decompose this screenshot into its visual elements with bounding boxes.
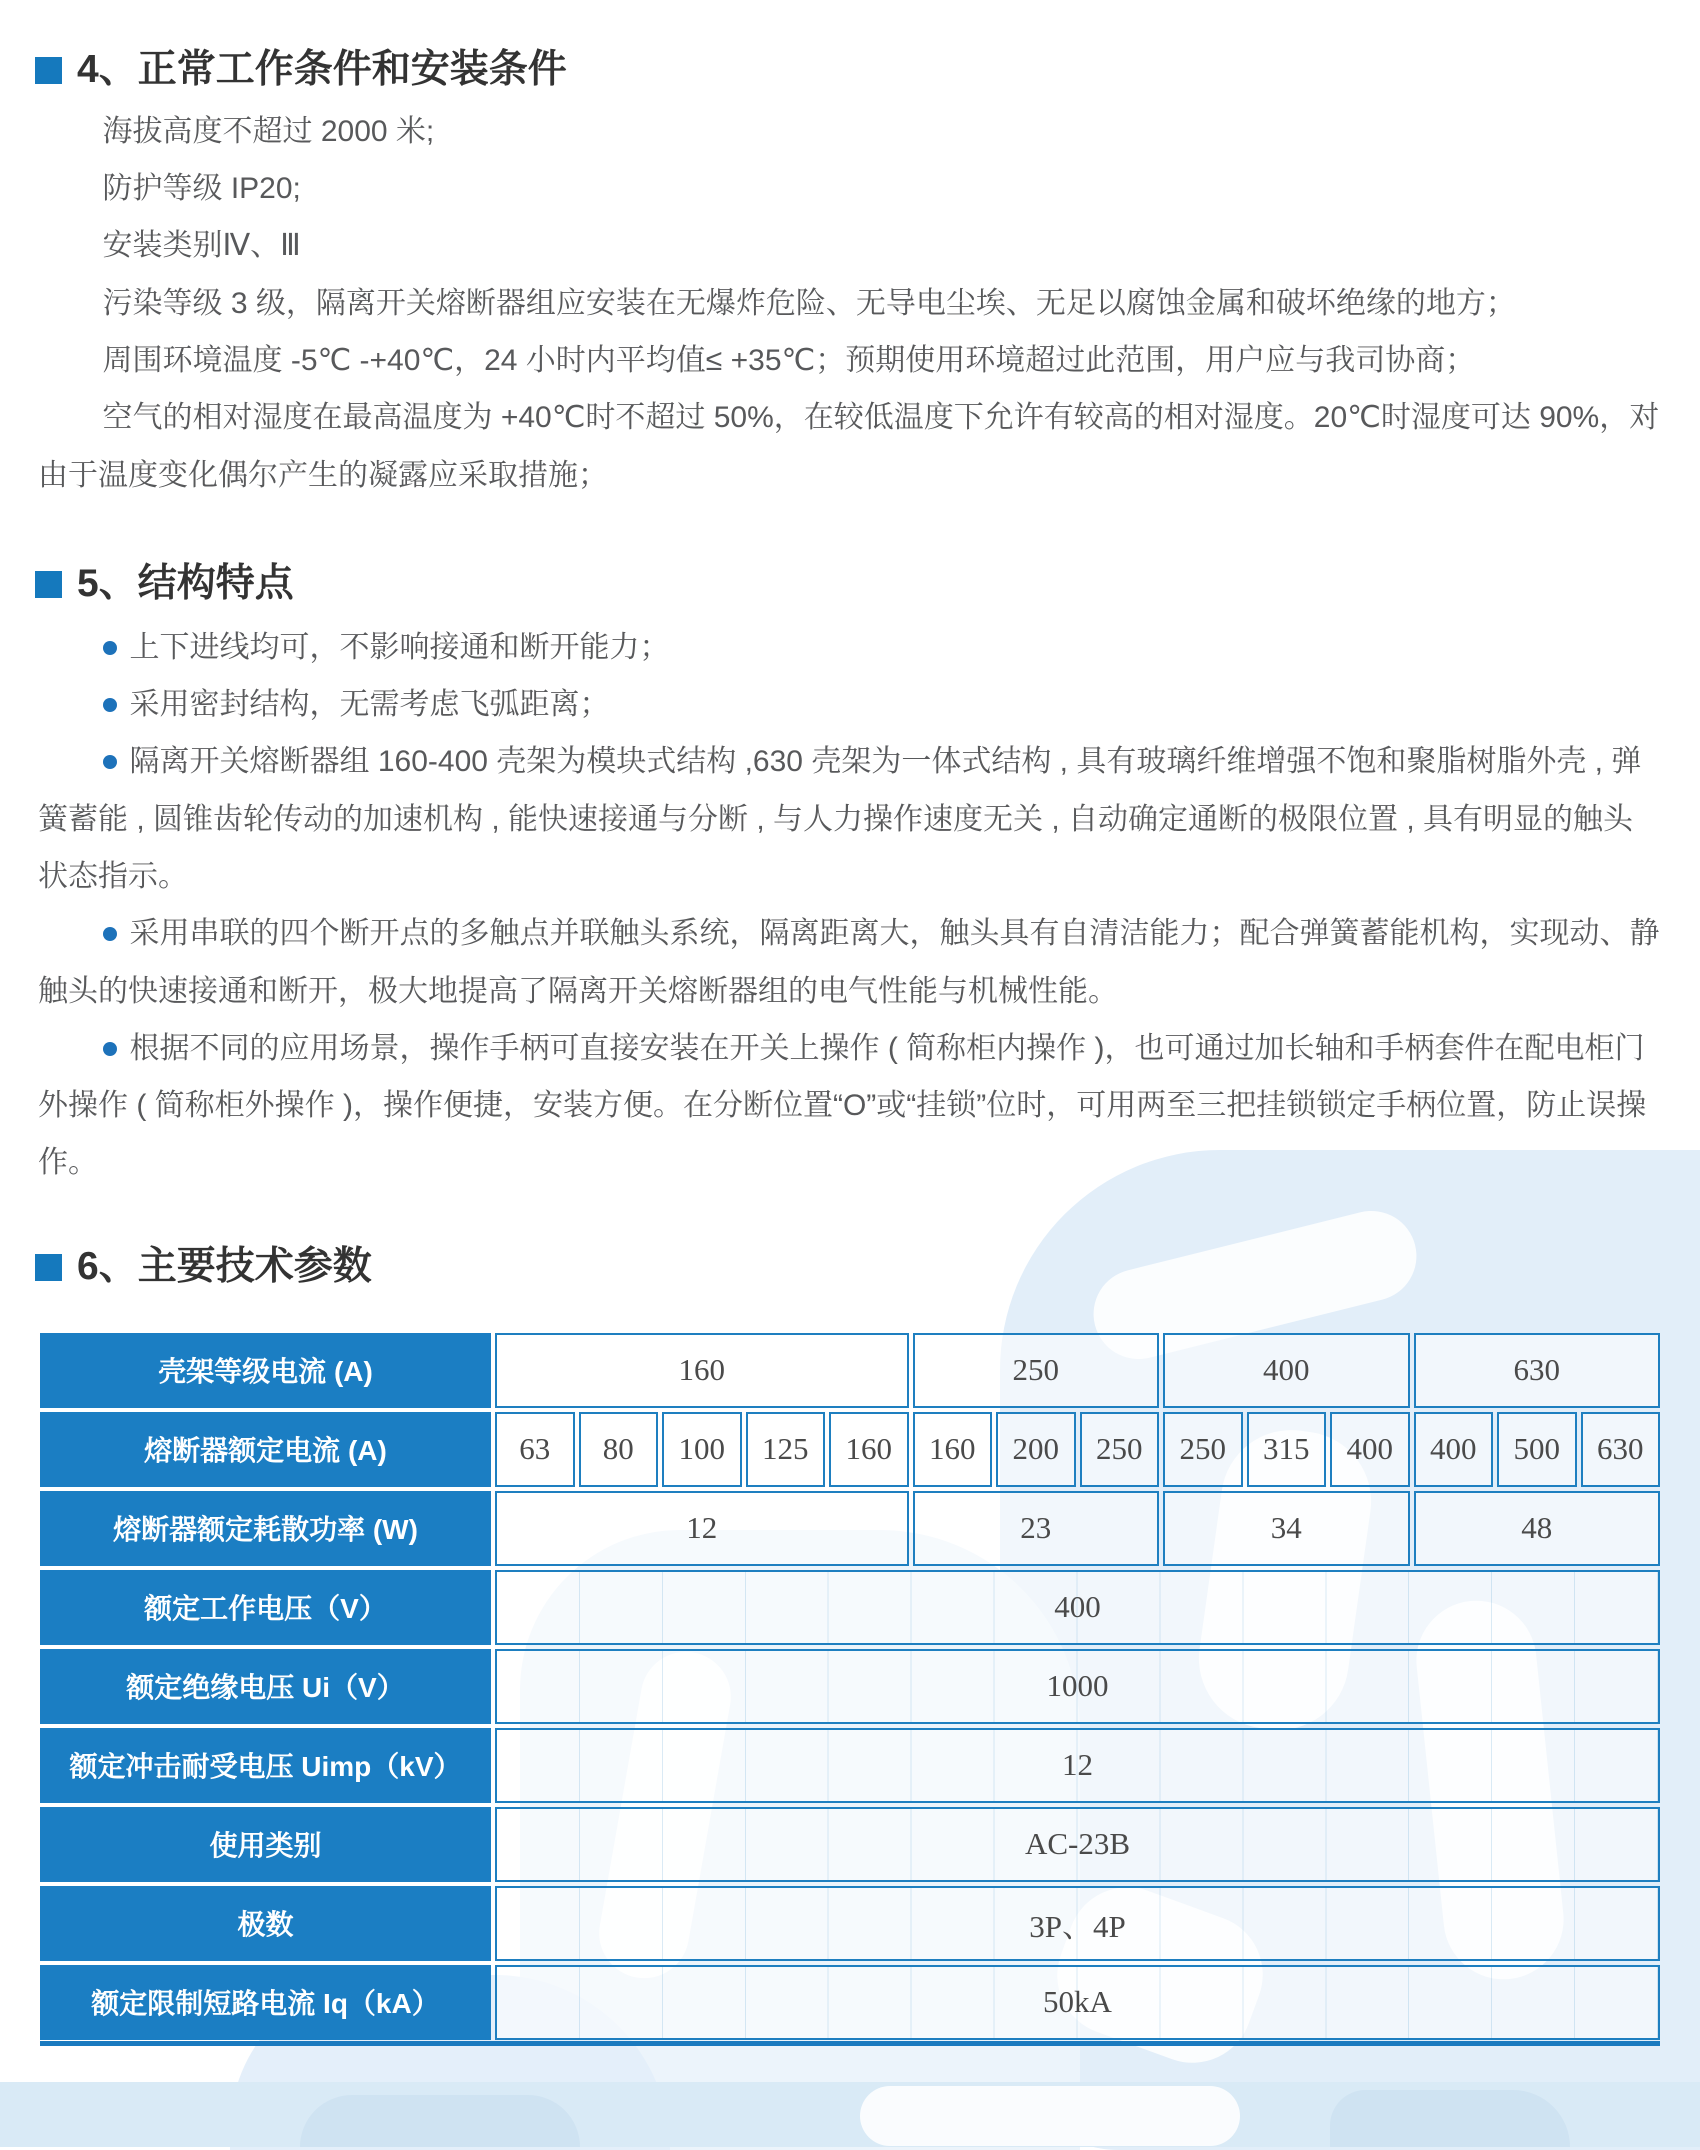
table-value-cell: 400	[1330, 1412, 1410, 1487]
bullet-dot-icon	[103, 927, 117, 941]
table-value-cell: 100	[662, 1412, 742, 1487]
table-value-cell: 160	[913, 1412, 993, 1487]
bullet-dot-icon	[103, 755, 117, 769]
bullet-item	[38, 676, 1660, 733]
blue-square-bullet-icon	[35, 57, 62, 84]
bullet-item	[38, 1020, 1660, 1192]
paragraph: 安装类别Ⅳ、Ⅲ	[102, 229, 301, 263]
table-row-label: 使用类别	[40, 1807, 491, 1882]
map-shape	[860, 2086, 1240, 2146]
bullet-text: 采用密封结构，无需考虑飞弧距离；	[129, 688, 610, 722]
table-value-cell: 500	[1497, 1412, 1577, 1487]
table-value-cell: 400	[1414, 1412, 1494, 1487]
section-5-heading	[35, 562, 1700, 607]
map-shape	[300, 2095, 580, 2147]
section-4-paragraphs	[38, 103, 1660, 504]
paragraph: 周围环境温度 -5℃ -+40℃，24 小时内平均值≤ +35℃；预期使用环境超过此范围，用户应与我司协商；	[102, 344, 1476, 378]
table-value-cell: 250	[1080, 1412, 1160, 1487]
table-value-cell: 250	[1163, 1412, 1243, 1487]
table-value-cell: 630	[1581, 1412, 1661, 1487]
table-row-label: 额定工作电压（V）	[40, 1570, 491, 1645]
bullet-dot-icon	[103, 698, 117, 712]
table-value-cell: 34	[1163, 1491, 1410, 1566]
table-value-cell: 48	[1414, 1491, 1661, 1566]
table-value-cell: 80	[579, 1412, 659, 1487]
bullet-dot-icon	[103, 1042, 117, 1056]
table-value-cell: 315	[1247, 1412, 1327, 1487]
table-value-cell: 400	[495, 1570, 1660, 1645]
section-4-heading	[35, 0, 1700, 93]
table-value-cell: 50kA	[495, 1965, 1660, 2040]
parameters-table	[40, 1333, 1660, 2046]
bullet-text: 上下进线均可，不影响接通和断开能力；	[129, 630, 670, 664]
paragraph: 防护等级 IP20;	[102, 172, 301, 206]
bullet-item	[38, 905, 1660, 1020]
bullet-item	[38, 619, 1660, 676]
table-value-cell: 200	[996, 1412, 1076, 1487]
table-value-cell: 23	[913, 1491, 1160, 1566]
table-value-cell: 125	[746, 1412, 826, 1487]
table-row-label: 额定冲击耐受电压 Uimp（kV）	[40, 1728, 491, 1803]
bullet-text: 根据不同的应用场景，操作手柄可直接安装在开关上操作 ( 简称柜内操作 )，也可通过加长轴和手柄套件在配电柜门外操作 ( 简称柜外操作 )，操作便捷，安装方便。在分断位置“O”或“挂锁”位时，可用两至三把挂锁锁定手柄位置，防止误操作。	[38, 1031, 1647, 1180]
table-value-cell: 63	[495, 1412, 575, 1487]
section-6-heading	[35, 1245, 1700, 1290]
section-5-bullets	[38, 619, 1660, 1192]
table-value-cell: 160	[829, 1412, 909, 1487]
table-value-cell: 400	[1163, 1333, 1410, 1408]
table-row-label: 额定限制短路电流 Iq（kA）	[40, 1965, 491, 2040]
paragraph: 空气的相对湿度在最高温度为 +40℃时不超过 50%，在较低温度下允许有较高的相对湿度。20℃时湿度可达 90%，对由于温度变化偶尔产生的凝露应采取措施；	[38, 401, 1660, 492]
section-5-title: 5、结构特点	[77, 561, 294, 605]
table-value-cell: 12	[495, 1491, 909, 1566]
map-shape	[1330, 2090, 1570, 2147]
table-value-cell: AC-23B	[495, 1807, 1660, 1882]
section-4-title: 4、正常工作条件和安装条件	[77, 48, 567, 91]
bullet-item	[38, 733, 1660, 905]
paragraph: 海拔高度不超过 2000 米;	[102, 114, 435, 148]
table-value-cell: 12	[495, 1728, 1660, 1803]
table-row-label: 极数	[40, 1886, 491, 1961]
bullet-text: 隔离开关熔断器组 160-400 壳架为模块式结构 ,630 壳架为一体式结构 , 具有玻璃纤维增强不饱和聚脂树脂外壳 , 弹簧蓄能 , 圆锥齿轮传动的加速机构 , 能快速接通与分断 , 与人力操作速度无关 , 自动确定通断的极限位置 , 具有明显的触头状态指示。	[38, 745, 1642, 893]
table-row-label: 壳架等级电流 (A)	[40, 1333, 491, 1408]
bullet-text: 采用串联的四个断开点的多触点并联触头系统，隔离距离大，触头具有自清洁能力；配合弹簧蓄能机构，实现动、静触头的快速接通和断开，极大地提高了隔离开关熔断器组的电气性能与机械性能。	[38, 917, 1660, 1008]
table-value-cell: 1000	[495, 1649, 1660, 1724]
table-row-label: 熔断器额定耗散功率 (W)	[40, 1491, 491, 1566]
paragraph: 污染等级 3 级，隔离开关熔断器组应安装在无爆炸危险、无导电尘埃、无足以腐蚀金属和破坏绝缘的地方；	[102, 286, 1516, 320]
table-value-cell: 160	[495, 1333, 909, 1408]
bullet-dot-icon	[103, 641, 117, 655]
table-value-cell: 250	[913, 1333, 1160, 1408]
table-row-label: 熔断器额定电流 (A)	[40, 1412, 491, 1487]
blue-square-bullet-icon	[35, 571, 62, 598]
table-row-label: 额定绝缘电压 Ui（V）	[40, 1649, 491, 1724]
table-value-cell: 630	[1414, 1333, 1661, 1408]
blue-square-bullet-icon	[35, 1254, 62, 1281]
section-6-title: 6、主要技术参数	[77, 1244, 372, 1288]
table-value-cell: 3P、4P	[495, 1886, 1660, 1961]
